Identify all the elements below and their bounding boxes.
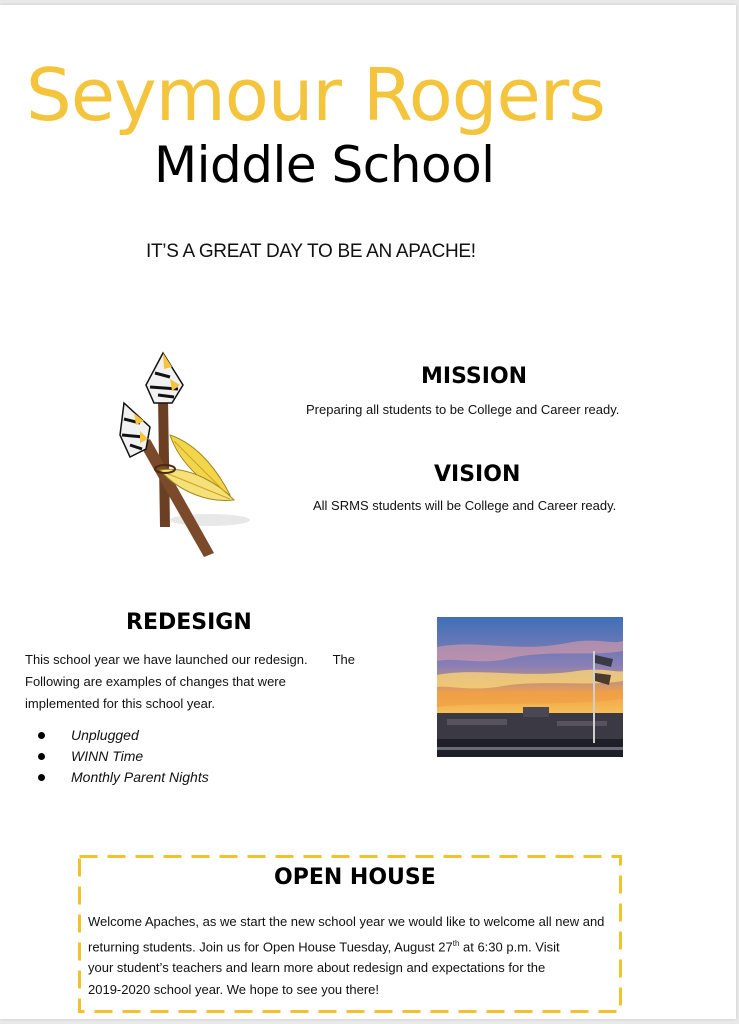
open-house-line: Welcome Apaches, as we start the new school year we would like to welcome all new and: [88, 914, 605, 929]
open-house-text: [88, 911, 618, 1000]
document-page: [0, 5, 736, 1019]
vision-text: All SRMS students will be College and Career ready.: [313, 498, 617, 513]
tagline: IT’S A GREAT DAY TO BE AN APACHE!: [146, 241, 476, 262]
vision-heading: VISION: [434, 462, 521, 487]
redesign-bullet-list: [38, 725, 209, 788]
school-sunset-photo: [437, 617, 623, 757]
redesign-line: implemented for this school year.: [25, 696, 216, 711]
bullet-icon: [38, 753, 45, 760]
bullet-icon: [38, 732, 45, 739]
open-house-heading: OPEN HOUSE: [274, 865, 436, 890]
list-item: Monthly Parent Nights: [38, 767, 209, 788]
open-house-line: your student’s teachers and learn more about redesign and expectations for the: [88, 960, 546, 976]
redesign-line: Following are examples of changes that were: [25, 674, 286, 689]
school-name-subtitle: Middle School: [154, 136, 495, 194]
redesign-line: This school year we have launched our redesign. The: [25, 652, 356, 667]
bullet-icon: [38, 774, 45, 781]
list-item: WINN Time: [38, 746, 209, 767]
school-name-title: Seymour Rogers: [26, 53, 605, 137]
open-house-line: 2019-2020 school year. We hope to see you there!: [88, 981, 380, 997]
crossed-arrows-feather-icon: [110, 345, 250, 565]
mission-heading: MISSION: [421, 364, 528, 389]
list-item: Unplugged: [38, 725, 209, 746]
open-house-line: returning students. Join us for Open House Tuesday, August 27th at 6:30 p.m. Visit: [88, 938, 560, 954]
mission-text: Preparing all students to be College and Career ready.: [306, 402, 620, 417]
open-house-box: [78, 855, 622, 1013]
redesign-paragraph: [25, 649, 385, 715]
redesign-heading: REDESIGN: [126, 610, 252, 635]
